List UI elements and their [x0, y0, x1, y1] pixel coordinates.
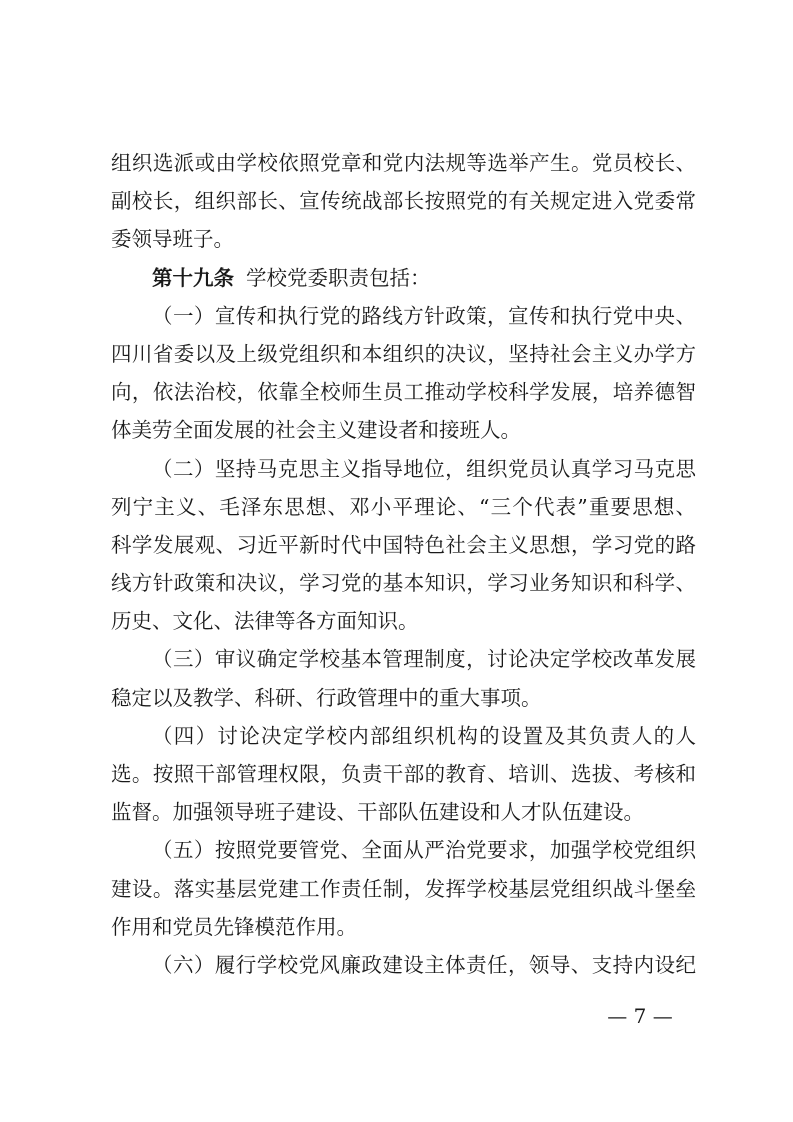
page-number: — 7 —	[607, 1004, 673, 1028]
article-intro: 学校党委职责包括：	[246, 265, 431, 290]
text-line: 选。按照干部管理权限，负责干部的教育、培训、选拔、考核和	[111, 762, 696, 786]
text-line: 副校长，组织部长、宣传统战部长按照党的有关规定进入党委常	[111, 189, 696, 214]
text-line: 稳定以及教学、科研、行政管理中的重大事项。	[111, 685, 542, 710]
text-line: 委领导班子。	[111, 227, 234, 252]
text-line: （六）履行学校党风廉政建设主体责任，领导、支持内设纪	[152, 952, 696, 977]
text-line: 监督。加强领导班子建设、干部队伍建设和人才队伍建设。	[111, 800, 644, 825]
text-line: （五）按照党要管党、全面从严治党要求，加强学校党组织	[152, 838, 696, 863]
text-line: 建设。落实基层党建工作责任制，发挥学校基层党组织战斗堡垒	[111, 876, 696, 901]
text-line: （四）讨论决定学校内部组织机构的设置及其负责人的人	[152, 723, 696, 748]
text-line: （二）坚持马克思主义指导地位，组织党员认真学习马克思	[152, 456, 696, 481]
article-heading: 第十九条	[152, 265, 234, 290]
text-line: 体美劳全面发展的社会主义建设者和接班人。	[111, 418, 521, 443]
text-line: 作用和党员先锋模范作用。	[111, 914, 357, 939]
text-line: 历史、文化、法律等各方面知识。	[111, 609, 419, 634]
text-line: 向，依法治校，依靠全校师生员工推动学校科学发展，培养德智	[111, 380, 696, 405]
text-line: 列宁主义、毛泽东思想、邓小平理论、“三个代表”重要思想、	[111, 494, 696, 519]
text-line: 四川省委以及上级党组织和本组织的决议，坚持社会主义办学方	[111, 341, 696, 366]
text-line: （三）审议确定学校基本管理制度，讨论决定学校改革发展	[152, 647, 696, 672]
text-line: （一）宣传和执行党的路线方针政策，宣传和执行党中央、	[152, 303, 696, 328]
text-line: 组织选派或由学校依照党章和党内法规等选举产生。党员校长、	[111, 151, 696, 175]
body-text	[111, 144, 696, 984]
text-line: 线方针政策和决议，学习党的基本知识，学习业务知识和科学、	[111, 571, 696, 596]
article-heading-line	[111, 259, 696, 297]
text-line: 科学发展观、习近平新时代中国特色社会主义思想，学习党的路	[111, 532, 696, 557]
